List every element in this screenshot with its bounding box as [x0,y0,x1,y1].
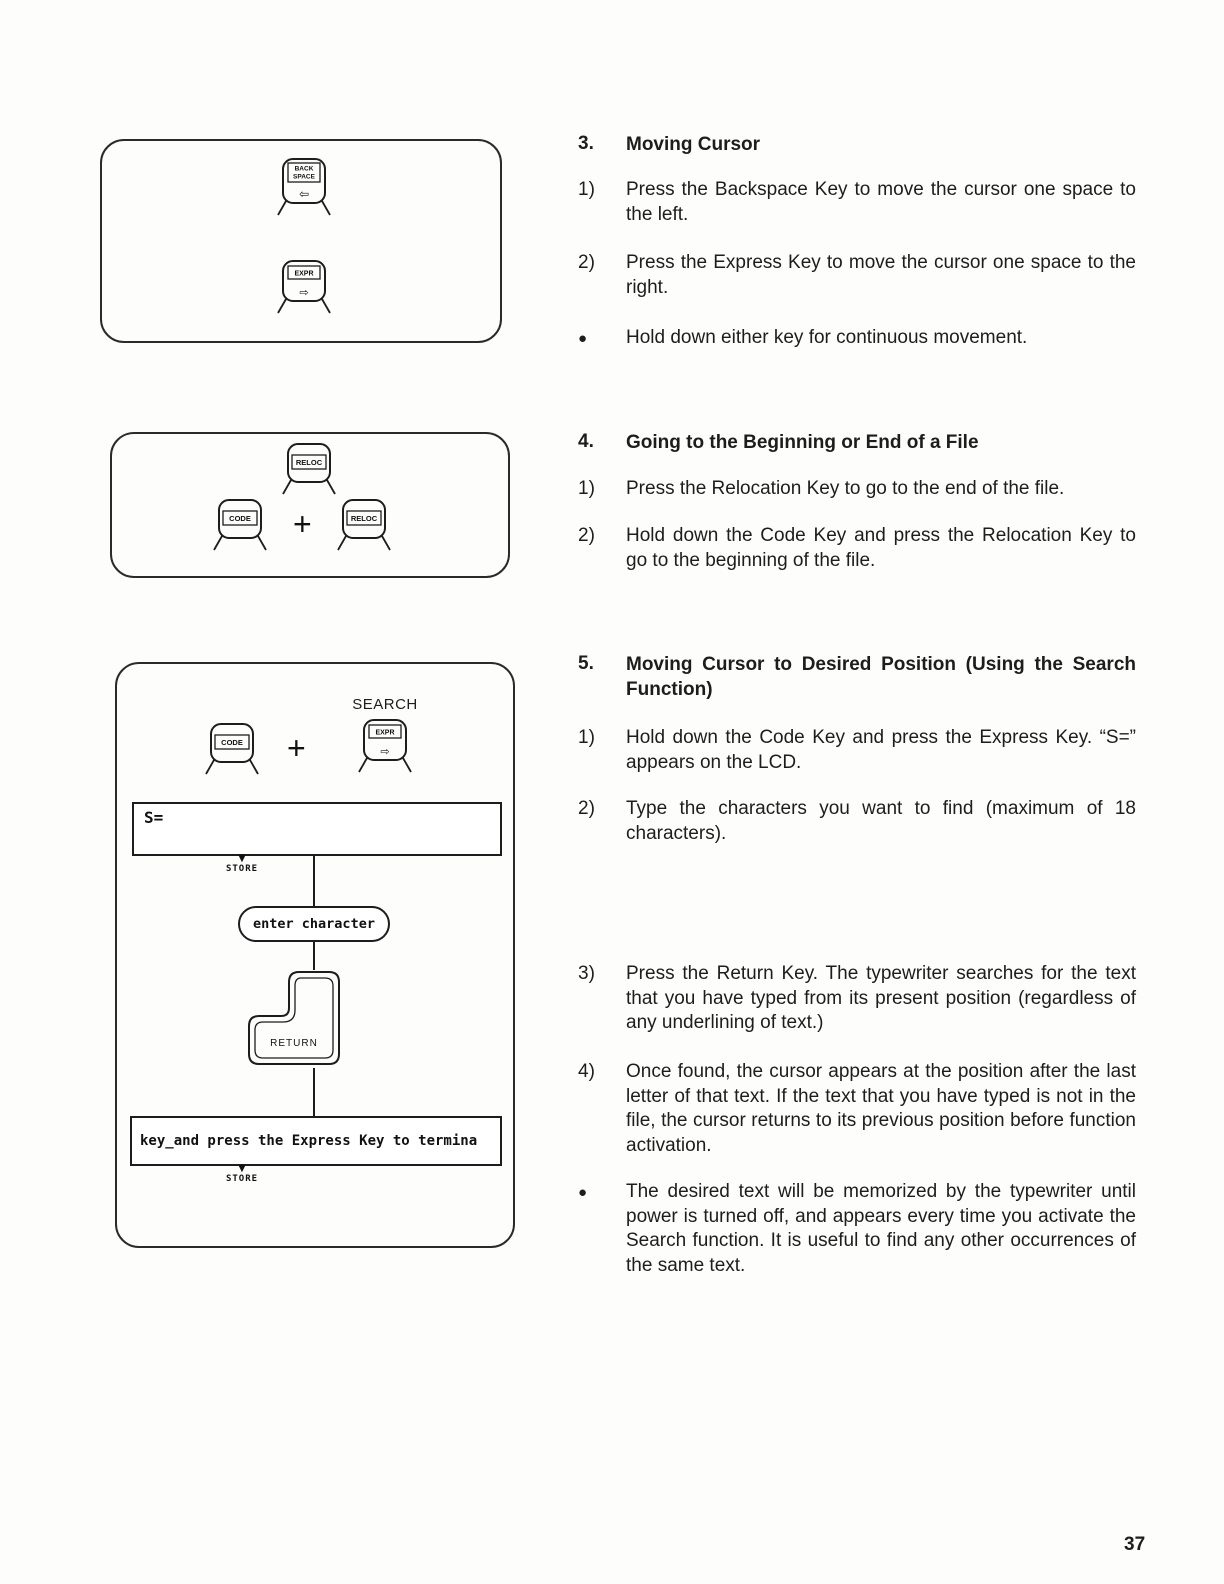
store-marker [215,854,269,874]
item-marker: 2) [578,525,595,546]
item-text: Hold down the Code Key and press the Express Key. “S=” appears on the LCD. [626,727,1136,773]
list-item [578,251,1136,300]
left-arrow-icon: ⇦ [298,187,310,201]
section-heading-moving-cursor [578,132,1136,157]
panel-search-flow [115,662,515,1248]
section-number: 4. [578,431,594,452]
express-key-label: EXPR [375,729,395,737]
list-item [578,1180,1136,1278]
store-marker [215,1164,269,1184]
list-item [578,1060,1136,1158]
item-text: Hold down either key for continuous movement. [626,327,1028,348]
plus-sign: + [287,730,306,766]
down-triangle-icon: ▼ [238,1163,246,1174]
item-marker: 1) [578,179,595,200]
right-arrow-icon: ⇨ [299,286,309,299]
list-item [578,726,1136,775]
item-marker: 1) [578,727,595,748]
list-item [578,797,1136,846]
code-key-label: CODE [229,514,251,523]
enter-character-label: enter character [253,916,375,932]
lcd-display-search-result [130,1116,502,1166]
down-triangle-icon: ▼ [238,853,246,864]
store-label: STORE [225,1174,259,1184]
flow-connector [313,1068,315,1118]
store-label: STORE [225,864,259,874]
backspace-key-label-top: BACK [294,165,314,173]
bullet-icon: ● [578,1184,588,1201]
item-text: Press the Return Key. The typewriter searches for the text that you have typed from its present position (regardless of any underlining of text.) [626,963,1136,1033]
list-item [578,477,1136,502]
return-key-icon [229,968,365,1070]
item-text: Hold down the Code Key and press the Relocation Key to go to the beginning of the file. [626,525,1136,571]
lcd-display-search-prompt [132,802,502,856]
list-item [578,524,1136,573]
flow-connector [313,940,315,970]
section-title: Moving Cursor [626,134,761,155]
relocation-key-label: RELOC [350,514,378,523]
express-key-icon [272,259,336,317]
section-title: Going to the Beginning or End of a File [626,432,979,453]
return-key-label: RETURN [270,1038,318,1049]
list-item [578,326,1136,352]
item-text: Type the characters you want to find (maximum of 18 characters). [626,798,1136,844]
item-text: The desired text will be memorized by the typewriter until power is turned off, and appears every time you activate the Search function. It is useful to find any other occurrences of the same text. [626,1181,1136,1276]
item-text: Press the Backspace Key to move the cursor one space to the left. [626,179,1136,225]
section-title: Moving Cursor to Desired Position (Using the Search Function) [626,654,1136,700]
instructions-column [578,0,1136,1584]
section-heading-begin-end-file [578,430,1136,455]
right-arrow-icon: ⇨ [380,745,390,758]
code-key-icon [200,722,264,776]
backspace-key-label-bottom: SPACE [293,173,315,181]
lcd-search-result-text: key_and press the Express Key to termina [140,1133,478,1149]
search-function-label: SEARCH [352,696,418,713]
plus-sign: + [293,506,312,542]
panel-moving-cursor-keys [100,139,502,343]
bullet-icon: ● [578,330,588,347]
section-number: 5. [578,653,594,674]
code-key-icon [208,498,272,552]
relocation-key-icon [277,442,341,496]
item-marker: 1) [578,478,595,499]
list-item [578,178,1136,227]
section-number: 3. [578,133,594,154]
item-marker: 4) [578,1061,595,1082]
item-text: Press the Relocation Key to go to the end of the file. [626,478,1065,499]
section-heading-search-function [578,652,1136,702]
item-text: Press the Express Key to move the cursor one space to the right. [626,252,1136,298]
code-key-label: CODE [221,738,243,747]
express-key-label: EXPR [294,270,314,278]
enter-character-step [238,906,390,942]
item-text: Once found, the cursor appears at the position after the last letter of that text. If the text that you have typed is not in the file, the cursor returns to its previous position before function activation. [626,1061,1136,1156]
relocation-key-icon [332,498,396,552]
backspace-key-icon [272,157,336,217]
relocation-key-label: RELOC [295,458,323,467]
lcd-search-prompt-text: S= [144,808,164,827]
item-marker: 3) [578,963,595,984]
list-item [578,962,1136,1036]
item-marker: 2) [578,252,595,273]
flow-connector [313,856,315,908]
page-number: 37 [1124,1534,1146,1555]
panel-relocation-keys [110,432,510,578]
item-marker: 2) [578,798,595,819]
express-key-icon [353,718,417,776]
